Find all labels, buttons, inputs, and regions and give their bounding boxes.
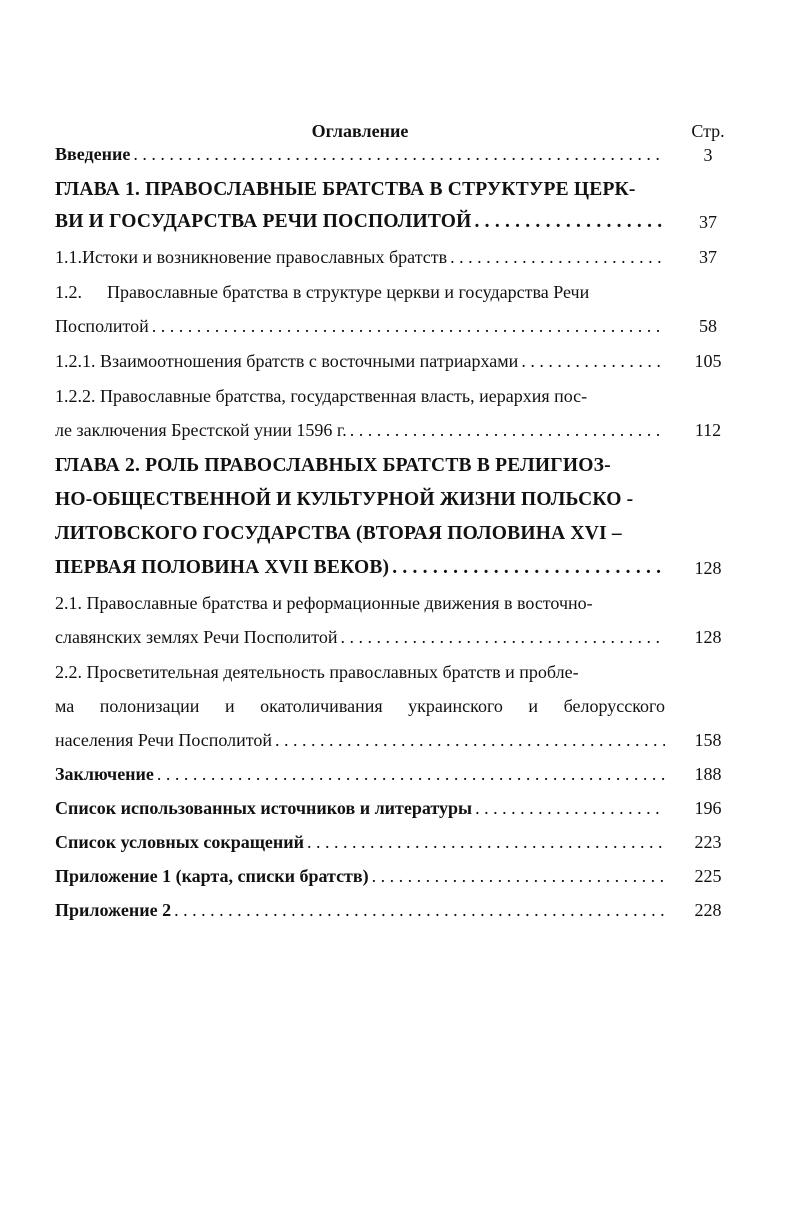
toc-page-number: 128	[694, 627, 722, 647]
page-column-label: Стр.	[691, 121, 725, 141]
dot-leader	[450, 242, 665, 272]
toc-section-1-2-1	[55, 346, 665, 376]
toc-section-1-2-2-line-2	[55, 415, 665, 445]
toc-entry-label: населения Речи Посполитой	[55, 730, 273, 750]
toc-page-number: 188	[694, 764, 722, 784]
toc-entry-label: Православные братства в структуре церкви и государства Речи	[107, 282, 590, 302]
toc-page-number: 105	[694, 351, 722, 371]
toc-page-number: 37	[699, 247, 717, 267]
toc-entry-label: ле заключения Брестской унии 1596 г.	[55, 420, 347, 440]
toc-entry-label: славянских землях Речи Посполитой	[55, 627, 338, 647]
toc-page-number: 196	[694, 798, 722, 818]
dot-leader	[521, 346, 665, 376]
toc-section-2-2-line-2	[55, 691, 665, 721]
toc-section-2-2-line-1: 2.2. Просветительная деятельность православных братств и пробле-	[55, 662, 579, 682]
toc-chapter-1-line-1: ГЛАВА 1. ПРАВОСЛАВНЫЕ БРАТСТВА В СТРУКТУРЕ ЦЕРК-	[55, 179, 636, 200]
toc-entry-abbreviations	[55, 827, 665, 857]
dot-leader	[372, 861, 665, 891]
toc-entry-label: Истоки и возникновение православных братств	[82, 247, 448, 267]
toc-page-number: 58	[699, 316, 717, 336]
toc-section-2-2-line-3	[55, 725, 665, 755]
toc-section-1-2-line-1	[55, 277, 665, 307]
dot-leader	[392, 553, 665, 583]
toc-page-number: 3	[703, 145, 713, 165]
toc-entry-label: Список условных сокращений	[55, 832, 305, 852]
dot-leader	[152, 311, 665, 341]
toc-page-number: 112	[694, 420, 722, 440]
dot-leader	[350, 415, 665, 445]
toc-entry-label: Посполитой	[55, 316, 149, 336]
toc-entry-appendix-1	[55, 861, 665, 891]
toc-chapter-2-line-1: ГЛАВА 2. РОЛЬ ПРАВОСЛАВНЫХ БРАТСТВ В РЕЛИГИОЗ-	[55, 455, 611, 476]
toc-entry-label: Введение	[55, 144, 131, 164]
toc-section-1-2-2-line-1: 1.2.2. Православные братства, государственная власть, иерархия пос-	[55, 386, 588, 406]
toc-entry-label: Приложение 2	[55, 900, 172, 920]
dot-leader	[475, 793, 665, 823]
dot-leader	[174, 895, 665, 925]
dot-leader	[157, 759, 665, 789]
section-number: 1.2.	[55, 282, 82, 302]
toc-chapter-2-line-2: НО-ОБЩЕСТВЕННОЙ И КУЛЬТУРНОЙ ЖИЗНИ ПОЛЬСКО -	[55, 489, 634, 510]
toc-page-number: 223	[694, 832, 722, 852]
toc-page-number: 228	[694, 900, 722, 920]
toc-chapter-2-line-3: ЛИТОВСКОГО ГОСУДАРСТВА (ВТОРАЯ ПОЛОВИНА XVI –	[55, 523, 622, 544]
toc-section-1-1	[55, 242, 665, 272]
toc-entry-label: ПЕРВАЯ ПОЛОВИНА XVII ВЕКОВ)	[55, 557, 390, 578]
dot-leader	[133, 141, 665, 167]
toc-entry-conclusion	[55, 759, 665, 789]
section-number: 1.1.	[55, 247, 82, 267]
toc-entry-intro	[55, 141, 665, 167]
toc-page-number: 37	[699, 212, 717, 232]
toc-entry-label: ВИ И ГОСУДАРСТВА РЕЧИ ПОСПОЛИТОЙ	[55, 211, 472, 232]
dot-leader	[307, 827, 665, 857]
toc-section-2-1-line-1: 2.1. Православные братства и реформационные движения в восточно-	[55, 593, 593, 613]
toc-entry-appendix-2	[55, 895, 665, 925]
dot-leader	[275, 725, 665, 755]
toc-chapter-1-line-2	[55, 207, 665, 237]
toc-entry-label: Заключение	[55, 764, 154, 784]
toc-page-number: 128	[694, 558, 722, 578]
toc-entry-label: 1.2.1. Взаимоотношения братств с восточными патриархами	[55, 351, 519, 371]
toc-section-1-2-line-2	[55, 311, 665, 341]
toc-page-number: 158	[694, 730, 722, 750]
toc-title: Оглавление	[311, 121, 409, 141]
dot-leader	[475, 207, 665, 237]
toc-chapter-2-line-4	[55, 553, 665, 583]
toc-section-2-1-line-2	[55, 622, 665, 652]
toc-entry-label: ма полонизации и окатоличивания украинского и белорусского	[55, 696, 665, 716]
toc-page-number: 225	[694, 866, 722, 886]
toc-entry-sources	[55, 793, 665, 823]
toc-entry-label: Приложение 1 (карта, списки братств)	[55, 866, 369, 886]
toc-entry-label: Список использованных источников и литературы	[55, 798, 473, 818]
dot-leader	[340, 622, 665, 652]
